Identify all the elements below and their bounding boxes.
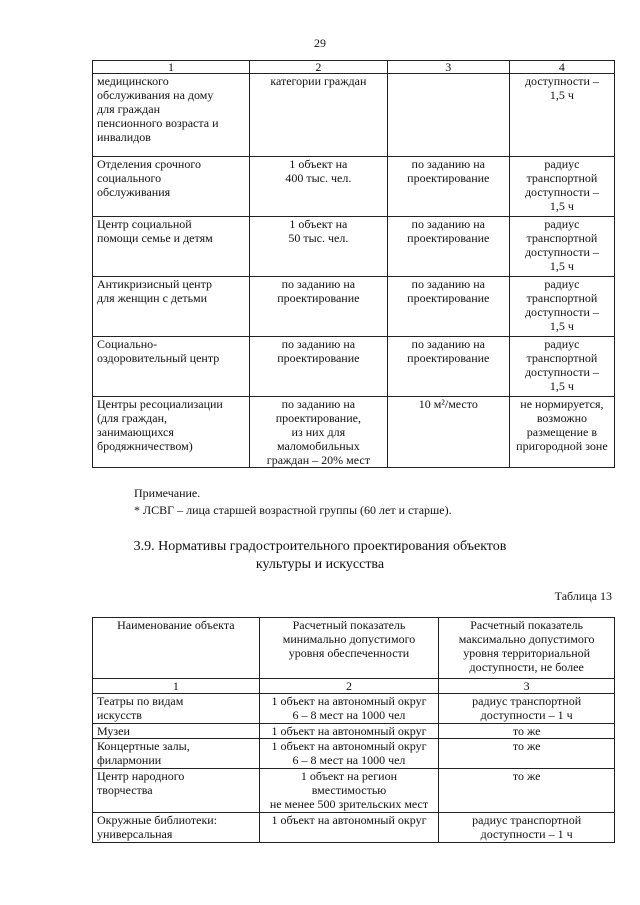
cell-line: Расчетный показатель: [470, 618, 584, 632]
cell-line: доступности –: [524, 305, 599, 319]
cell-line: 1,5 ч: [549, 259, 574, 273]
cell-line: универсальная: [97, 827, 173, 841]
access-cell: [509, 157, 614, 217]
cell-line: искусств: [97, 708, 142, 722]
area-cell: [387, 277, 509, 337]
area-cell: [387, 337, 509, 397]
norm-cell: [250, 397, 388, 468]
cell-line: по заданию на: [411, 157, 486, 171]
cell-line: транспортной: [526, 171, 598, 185]
cell-line: Театры по видам: [97, 694, 184, 708]
cell-line: 6 – 8 мест на 1000 чел: [292, 708, 406, 722]
note-title: Примечание.: [134, 486, 201, 500]
table-header-row: [93, 61, 615, 74]
cell-line: размещение в: [526, 425, 598, 439]
area-cell: [387, 217, 509, 277]
cell-line: транспортной: [526, 351, 598, 365]
note-block: [134, 485, 452, 519]
facility-name-cell: [93, 157, 250, 217]
cell-line: 10 м²/место: [418, 397, 478, 411]
norm-cell: [250, 337, 388, 397]
cell-line: 6 – 8 мест на 1000 чел: [292, 753, 406, 767]
facility-name-cell: [93, 813, 260, 843]
note-text: * ЛСВГ – лица старшей возрастной группы (60 лет и старше).: [134, 503, 452, 517]
table-row: [93, 397, 615, 468]
cell-line: радиус: [544, 157, 580, 171]
cell-line: радиус транспортной: [472, 694, 582, 708]
cell-line: 1 объект на автономный округ: [271, 724, 427, 738]
cell-line: 1: [172, 679, 179, 693]
section-heading: [0, 538, 640, 574]
access-cell: [509, 74, 614, 157]
table-row: [93, 217, 615, 277]
cell-line: по заданию на: [411, 277, 486, 291]
culture-facilities-table: [92, 617, 615, 843]
norm-cell: [250, 74, 388, 157]
cell-line: по заданию на: [281, 277, 356, 291]
cell-line: 3: [445, 60, 452, 74]
cell-line: проектирование: [407, 171, 490, 185]
access-cell: [509, 337, 614, 397]
cell-line: пригородной зоне: [516, 439, 608, 453]
cell-line: обслуживания: [97, 185, 171, 199]
cell-line: инвалидов: [97, 130, 151, 144]
cell-line: Антикризисный центр: [97, 277, 212, 291]
cell-line: радиус: [544, 277, 580, 291]
cell-line: транспортной: [526, 231, 598, 245]
facility-name-cell: [93, 694, 260, 724]
cell-line: Музеи: [97, 724, 130, 738]
cell-line: доступности – 1 ч: [480, 708, 573, 722]
column-number: [439, 679, 615, 694]
table-row: [93, 724, 615, 739]
facility-name-cell: [93, 74, 250, 157]
cell-line: занимающихся: [97, 425, 174, 439]
cell-line: проектирование: [277, 291, 360, 305]
cell-line: доступности – 1 ч: [480, 827, 573, 841]
min-provision-cell: [259, 813, 439, 843]
cell-line: Концертные залы,: [97, 739, 190, 753]
access-cell: [509, 217, 614, 277]
cell-line: 1,5 ч: [549, 379, 574, 393]
facility-name-cell: [93, 724, 260, 739]
cell-line: 1,5 ч: [549, 88, 574, 102]
cell-line: по заданию на: [281, 337, 356, 351]
table-row: [93, 337, 615, 397]
cell-line: то же: [512, 739, 541, 753]
min-provision-cell: [259, 694, 439, 724]
cell-line: социального: [97, 171, 162, 185]
cell-line: минимально допустимого: [282, 632, 416, 646]
cell-line: 2: [315, 60, 322, 74]
cell-line: 1: [168, 60, 174, 74]
cell-line: медицинского: [97, 74, 169, 88]
cell-line: из них для: [291, 425, 346, 439]
cell-line: транспортной: [526, 291, 598, 305]
max-accessibility-cell: [439, 694, 615, 724]
max-accessibility-cell: [439, 739, 615, 769]
cell-line: 1 объект на автономный округ: [271, 813, 427, 827]
cell-line: доступности –: [524, 185, 599, 199]
cell-line: категории граждан: [270, 74, 367, 88]
cell-line: обслуживания на дому: [97, 88, 214, 102]
table-row: [93, 277, 615, 337]
column-numbers-row: [93, 679, 615, 694]
cell-line: Центр народного: [97, 769, 185, 783]
cell-line: то же: [512, 724, 541, 738]
cell-line: Центр социальной: [97, 217, 192, 231]
cell-line: для граждан: [97, 102, 161, 116]
cell-line: проектирование: [277, 351, 360, 365]
facility-name-cell: [93, 769, 260, 813]
cell-line: проектирование: [407, 351, 490, 365]
cell-line: уровня обеспеченности: [288, 646, 410, 660]
cell-line: доступности –: [524, 74, 599, 88]
min-provision-cell: [259, 739, 439, 769]
table-row: [93, 769, 615, 813]
cell-line: 400 тыс. чел.: [285, 171, 352, 185]
cell-line: 1 объект на автономный округ: [271, 739, 427, 753]
cell-line: Социально-: [97, 337, 158, 351]
facility-name-cell: [93, 337, 250, 397]
column-header: [259, 618, 439, 679]
table-row: [93, 739, 615, 769]
table-row: [93, 157, 615, 217]
column-number: [93, 679, 260, 694]
cell-line: 1 объект на: [289, 157, 348, 171]
cell-line: по заданию на: [281, 397, 356, 411]
cell-line: 4: [558, 60, 565, 74]
cell-line: проектирование: [407, 231, 490, 245]
cell-line: Наименование объекта: [117, 618, 235, 632]
column-number: [93, 61, 250, 74]
cell-line: (для граждан,: [97, 411, 168, 425]
cell-line: 1 объект на автономный округ: [271, 694, 427, 708]
max-accessibility-cell: [439, 724, 615, 739]
cell-line: 1 объект на: [289, 217, 348, 231]
access-cell: [509, 277, 614, 337]
cell-line: 1,5 ч: [549, 319, 574, 333]
cell-line: Расчетный показатель: [292, 618, 406, 632]
cell-line: по заданию на: [411, 217, 486, 231]
cell-line: помощи семье и детям: [97, 231, 213, 245]
table-13-label: Таблица 13: [554, 589, 612, 603]
table-row: [93, 74, 615, 157]
cell-line: уровня территориальной: [463, 646, 591, 660]
social-services-table: [92, 60, 615, 468]
cell-line: Окружные библиотеки:: [97, 813, 218, 827]
cell-line: вместимостью: [311, 783, 387, 797]
cell-line: доступности –: [524, 245, 599, 259]
cell-line: 3: [523, 679, 530, 693]
cell-line: для женщин с детьми: [97, 291, 208, 305]
cell-line: 1 объект на регион: [300, 769, 398, 783]
cell-line: граждан – 20% мест: [266, 453, 370, 467]
norm-cell: [250, 157, 388, 217]
cell-line: проектирование,: [275, 411, 361, 425]
cell-line: Центры ресоциализации: [97, 397, 223, 411]
cell-line: доступности –: [524, 365, 599, 379]
facility-name-cell: [93, 397, 250, 468]
area-cell: [387, 397, 509, 468]
cell-line: Отделения срочного: [97, 157, 201, 171]
column-number: [250, 61, 388, 74]
max-accessibility-cell: [439, 813, 615, 843]
cell-line: радиус транспортной: [472, 813, 582, 827]
area-cell: [387, 74, 509, 157]
cell-line: проектирование: [407, 291, 490, 305]
page-number: 29: [314, 36, 326, 50]
cell-line: пенсионного возраста и: [97, 116, 219, 130]
cell-line: оздоровительный центр: [97, 351, 220, 365]
column-number: [259, 679, 439, 694]
facility-name-cell: [93, 739, 260, 769]
access-cell: [509, 397, 614, 468]
column-number: [387, 61, 509, 74]
cell-line: максимально допустимого: [458, 632, 595, 646]
cell-line: то же: [512, 769, 541, 783]
max-accessibility-cell: [439, 769, 615, 813]
column-header: [439, 618, 615, 679]
cell-line: маломобильных: [276, 439, 360, 453]
column-header: [93, 618, 260, 679]
table-row: [93, 813, 615, 843]
min-provision-cell: [259, 724, 439, 739]
norm-cell: [250, 277, 388, 337]
min-provision-cell: [259, 769, 439, 813]
table-header-row: [93, 618, 615, 679]
column-number: [509, 61, 614, 74]
cell-line: не нормируется,: [520, 397, 604, 411]
area-cell: [387, 157, 509, 217]
cell-line: радиус: [544, 337, 580, 351]
cell-line: 1,5 ч: [549, 199, 574, 213]
cell-line: по заданию на: [411, 337, 486, 351]
facility-name-cell: [93, 217, 250, 277]
norm-cell: [250, 217, 388, 277]
cell-line: радиус: [544, 217, 580, 231]
cell-line: доступности, не более: [469, 660, 584, 674]
cell-line: 2: [345, 679, 352, 693]
table-row: [93, 694, 615, 724]
cell-line: 50 тыс. чел.: [288, 231, 349, 245]
facility-name-cell: [93, 277, 250, 337]
section-heading-line2: культуры и искусства: [255, 557, 385, 572]
cell-line: [392, 74, 505, 88]
cell-line: творчества: [97, 783, 153, 797]
cell-line: не менее 500 зрительских мест: [269, 797, 429, 811]
cell-line: бродяжничеством): [97, 439, 193, 453]
section-heading-line1: 3.9. Нормативы градостроительного проектирования объектов: [133, 539, 507, 554]
cell-line: возможно: [536, 411, 587, 425]
cell-line: филармонии: [97, 753, 162, 767]
